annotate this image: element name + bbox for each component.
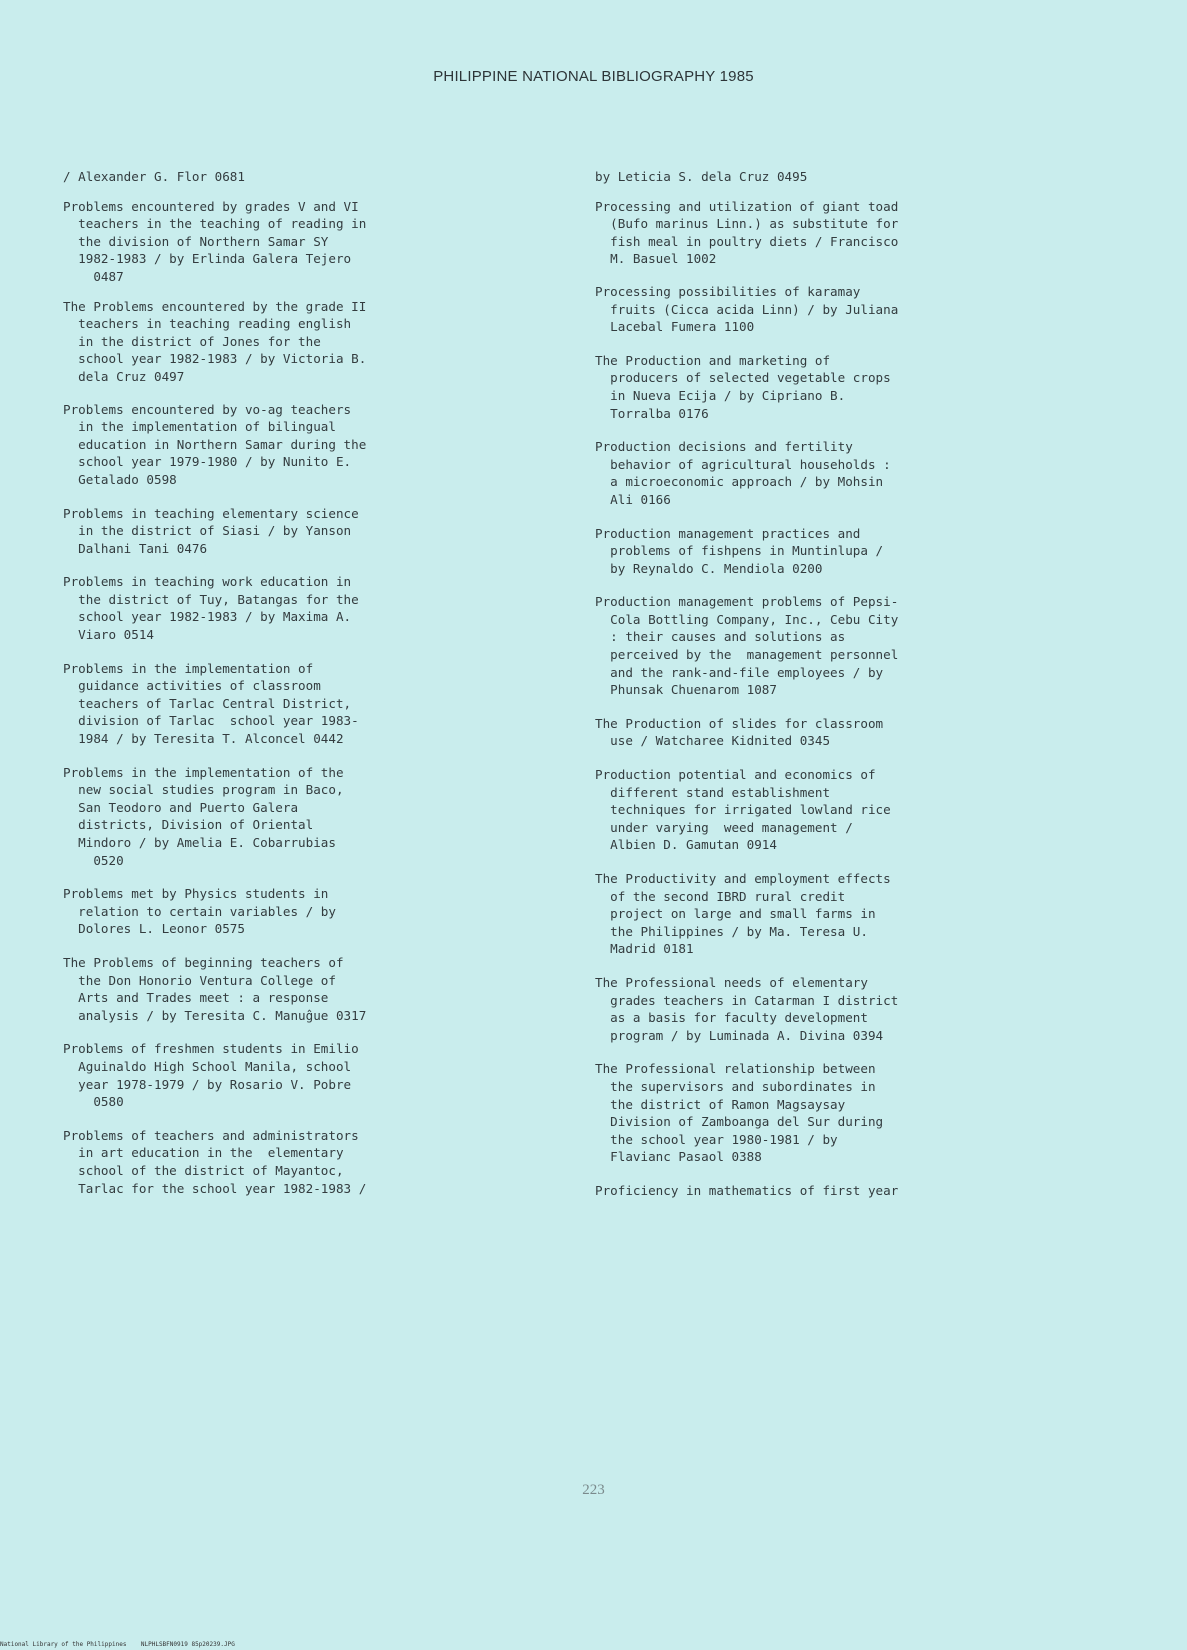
bib-entry: Production decisions and fertility behavior of agricultural households : a microeconomic approach / by Mohsin Ali 0166: [595, 439, 891, 507]
bib-entry: The Professional relationship between the supervisors and subordinates in the district of Ramon Magsaysay Division of Zamboanga del Sur during the school year 1980-1981 / by Flavianc Pasaol 0388: [595, 1061, 884, 1165]
bib-entry: Production management problems of Pepsi- Cola Bottling Company, Inc., Cebu City : their causes and solutions as perceived by the management personnel and the rank-and-file employees / by Phunsak Chuenarom 1087: [595, 594, 899, 698]
bib-entry: Processing possibilities of karamay fruits (Cicca acida Linn) / by Juliana Lacebal Fumera 1100: [595, 283, 899, 335]
bib-entry: Problems of freshmen students in Emilio Aguinaldo High School Manila, school year 1978-1979 / by Rosario V. Pobre 0580: [63, 1041, 359, 1110]
bib-entry: The Professional needs of elementary grades teachers in Catarman I district as a basis for faculty development program / by Luminada A. Divina 0394: [595, 974, 899, 1043]
bib-entry: The Production of slides for classroom use / Watcharee Kidnited 0345: [595, 715, 884, 749]
bib-entry: by Leticia S. dela Cruz 0495: [595, 169, 808, 184]
bib-entry: Processing and utilization of giant toad (Bufo marinus Linn.) as substitute for fish meal in poultry diets / Francisco M. Basuel 1002: [595, 198, 899, 267]
page-number: 223: [582, 1482, 605, 1498]
bib-entry: Problems of teachers and administrators in art education in the elementary school of the district of Mayantoc, Tarlac for the school year 1982-1983 /: [63, 1127, 367, 1196]
bib-entry: Problems in the implementation of guidance activities of classroom teachers of Tarlac Central District, division of Tarlac school year 1983- 1984 / by Teresita T. Alconcel 0442: [63, 660, 359, 747]
bib-entry: Problems in teaching elementary science in the district of Siasi / by Yanson Dalhani Tani 0476: [63, 505, 359, 556]
bib-entry: The Problems of beginning teachers of the Don Honorio Ventura College of Arts and Trades meet : a response analysis / by Teresita C. Manuĝue 0317: [63, 954, 367, 1023]
bib-entry: Problems encountered by grades V and VI teachers in the teaching of reading in the division of Northern Samar SY 1982-1983 / by Erlinda Galera Tejero 0487: [63, 198, 367, 284]
bib-entry: Production management practices and problems of fishpens in Muntinlupa / by Reynaldo C. Mendiola 0200: [595, 525, 884, 576]
scan-footer: National Library of the Philippines NLPHLSBFN0919 85p20239.JPG: [0, 1641, 235, 1648]
left-column: [63, 168, 533, 1197]
bib-entry: The Productivity and employment effects of the second IBRD rural credit project on large and small farms in the Philippines / by Ma. Teresa U. Madrid 0181: [595, 871, 891, 957]
bib-entry: Problems in the implementation of the new social studies program in Baco, San Teodoro and Puerto Galera districts, Division of Oriental Mindoro / by Amelia E. Cobarrubias 0520: [63, 764, 344, 868]
bib-entry: Production potential and economics of different stand establishment techniques for irrigated lowland rice under varying weed management / Albien D. Gamutan 0914: [595, 767, 891, 853]
page-header: PHILIPPINE NATIONAL BIBLIOGRAPHY 1985: [433, 68, 754, 85]
bib-entry: / Alexander G. Flor 0681: [63, 169, 245, 184]
bib-entry: The Production and marketing of producers of selected vegetable crops in Nueva Ecija / by Cipriano B. Torralba 0176: [595, 352, 891, 421]
bib-entry: Problems in teaching work education in the district of Tuy, Batangas for the school year 1982-1983 / by Maxima A. Viaro 0514: [63, 574, 359, 643]
bib-entry: Proficiency in mathematics of first year: [595, 1182, 899, 1198]
bib-entry: Problems met by Physics students in relation to certain variables / by Dolores L. Leonor 0575: [63, 886, 336, 937]
right-column: [595, 168, 1075, 1200]
bib-entry: The Problems encountered by the grade II teachers in teaching reading english in the district of Jones for the school year 1982-1983 / by Victoria B. dela Cruz 0497: [63, 298, 367, 384]
bib-entry: Problems encountered by vo-ag teachers in the implementation of bilingual education in Northern Samar during the school year 1979-1980 / by Nunito E. Getalado 0598: [63, 401, 367, 487]
